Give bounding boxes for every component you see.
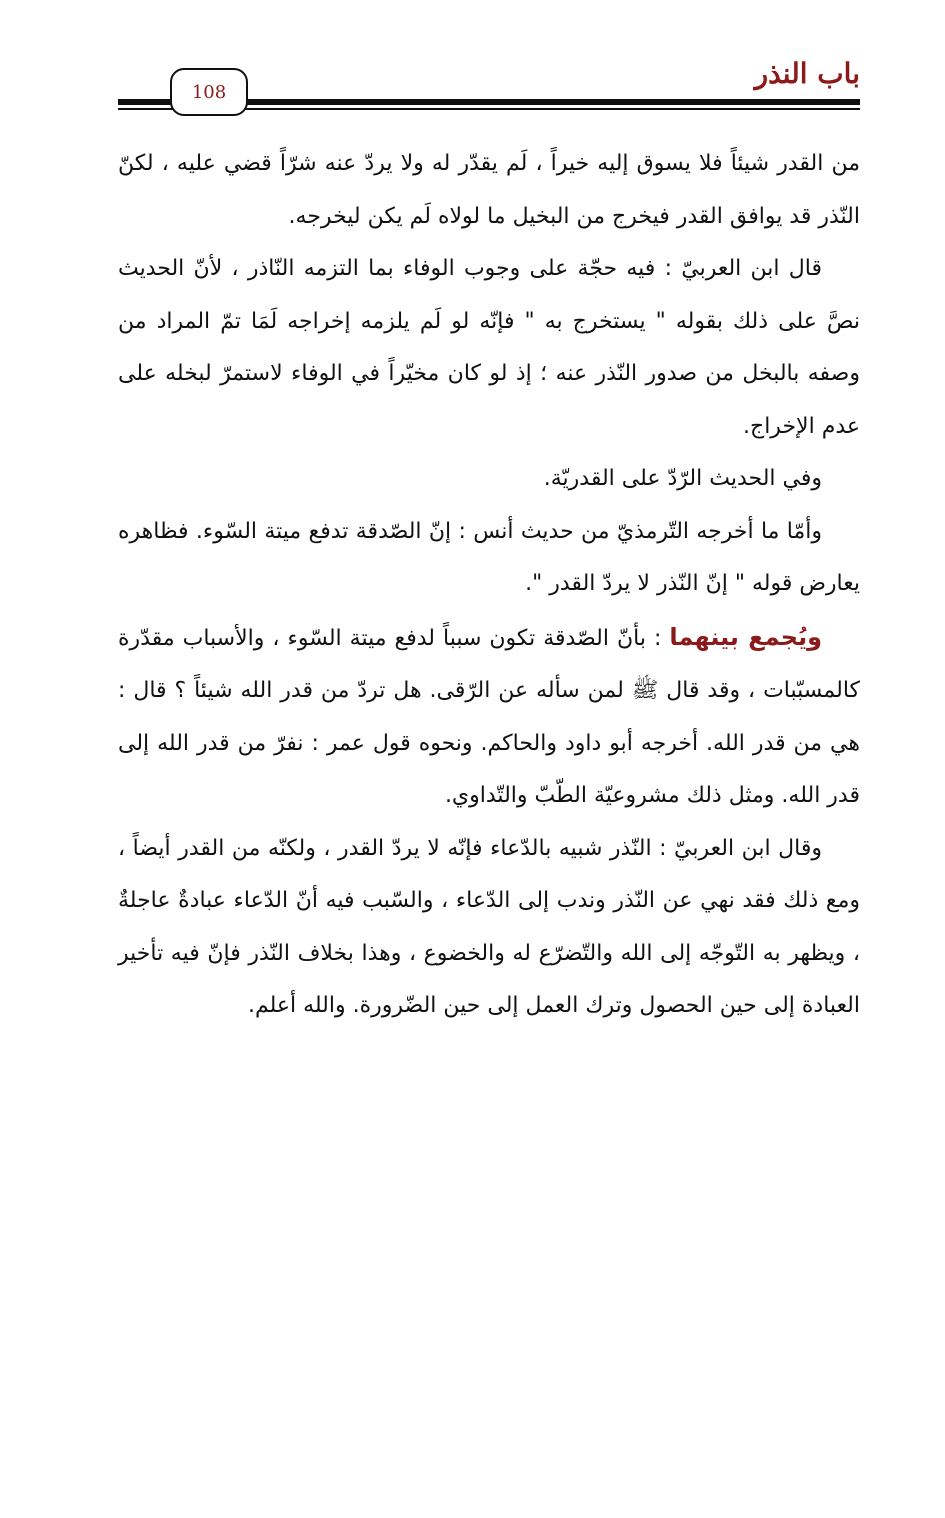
page-number-badge	[170, 68, 248, 116]
paragraph-qadariyya: وفي الحديث الرّدّ على القدريّة.	[543, 466, 822, 491]
paragraph-ibn-al-arabi-obligation: قال ابن العربيّ : فيه حجّة على وجوب الوفاء بما التزمه النّاذر ، لأنّ الحديث نصَّ على ذلك بقوله " يستخرج به " فإنّه لو لَم يلزمه إخراجه لَمَا تمّ المراد من وصفه بالبخل من صدور النّذر عنه ؛ إذ لو كان مخيّراً في الوفاء لاستمرّ لبخله على عدم الإخراج.	[118, 256, 860, 439]
page-number: 108	[191, 81, 227, 103]
paragraph-nadhr-and-dua: وقال ابن العربيّ : النّذر شبيه بالدّعاء فإنّه لا يردّ القدر ، ولكنّه من القدر أيضاً ، ومع ذلك فقد نهي عن النّذر وندب إلى الدّعاء ، والسّبب فيه أنّ الدّعاء عبادةٌ عاجلةٌ ، ويظهر به التّوجّه إلى الله والتّضرّع له والخضوع ، وهذا بخلاف النّذر فإنّ فيه تأخير العبادة إلى حين الحصول وترك العمل إلى حين الضّرورة. والله أعلم.	[118, 835, 860, 1018]
paragraph-reconciliation	[118, 611, 860, 823]
main-text	[118, 138, 860, 1033]
paragraph-continuation: من القدر شيئاً فلا يسوق إليه خيراً ، لَم يقدّر له ولا يردّ عنه شرّاً قضي عليه ، لكنّ النّذر قد يوافق القدر فيخرج من البخيل ما لولاه لَم يكن ليخرجه.	[118, 151, 860, 229]
chapter-title: باب النذر	[754, 57, 860, 90]
paragraph-tirmidhi-hadith: وأمّا ما أخرجه التّرمذيّ من حديث أنس : إنّ الصّدقة تدفع ميتة السّوء. فظاهره يعارض قوله " إنّ النّذر لا يردّ القدر ".	[118, 518, 860, 596]
reconciliation-heading: ويُجمع بينهما	[669, 622, 823, 651]
reconciliation-text: : بأنّ الصّدقة تكون سبباً لدفع ميتة السّوء ، والأسباب مقدّرة كالمسبّبات ، وقد قال ﷺ لمن سأله عن الرّقى. هل تردّ من قدر الله شيئاً ؟ قال : هي من قدر الله. أخرجه أبو داود والحاكم. ونحوه قول عمر : نفرّ من قدر الله إلى قدر الله. ومثل ذلك مشروعيّة الطّبّ والتّداوي.	[118, 625, 860, 808]
